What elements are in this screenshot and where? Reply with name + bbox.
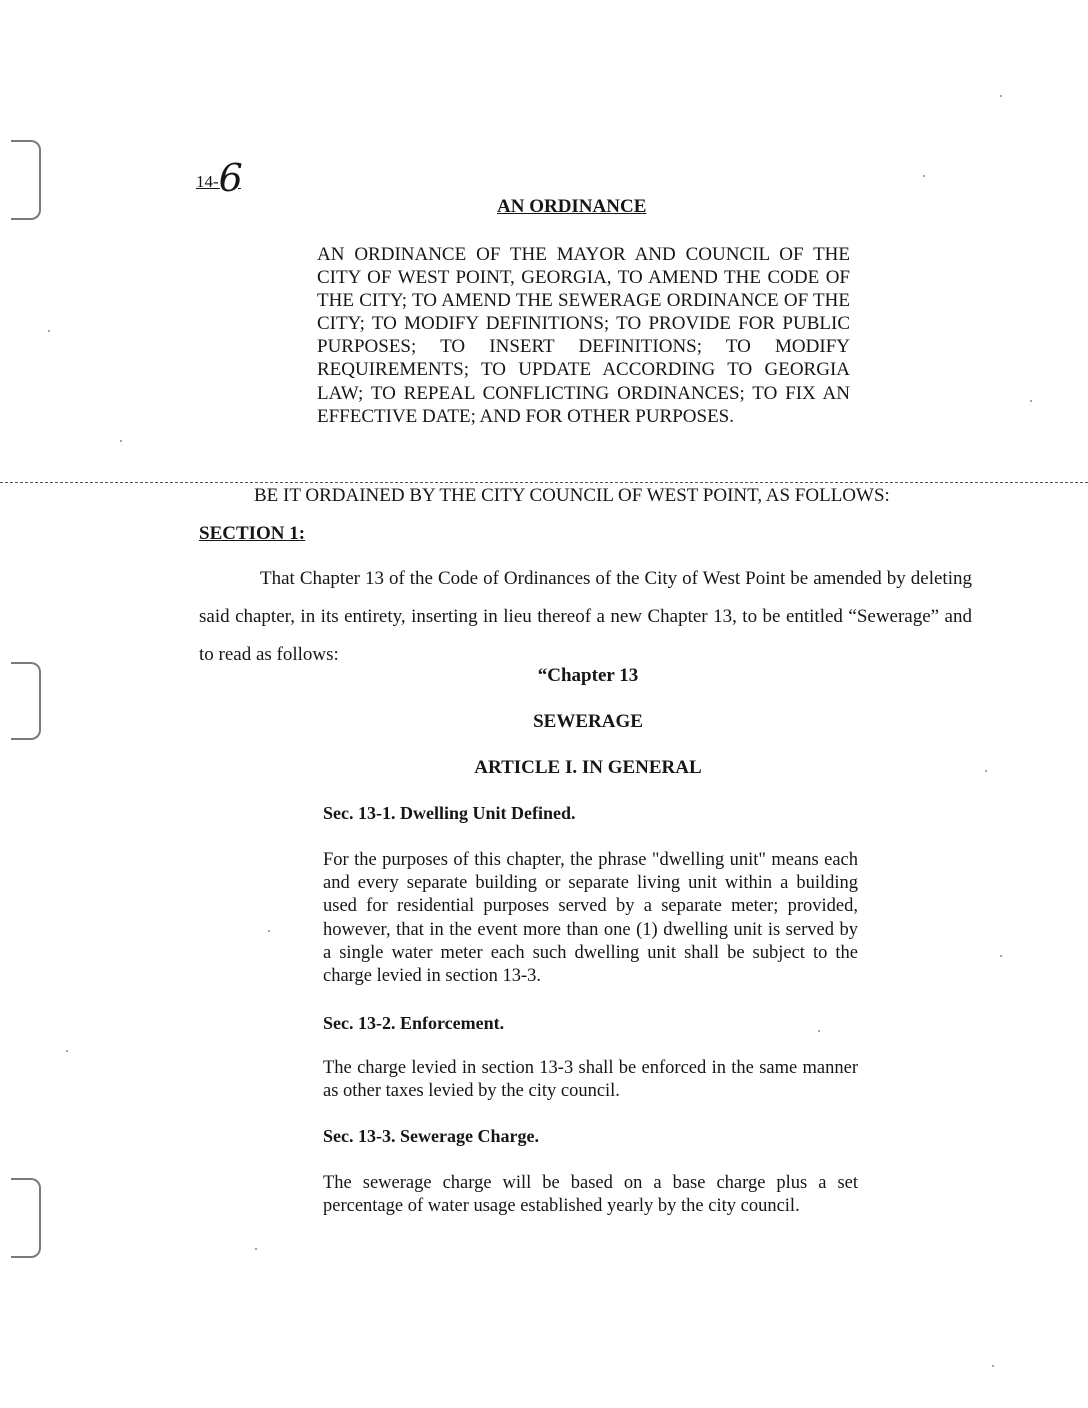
scan-speck xyxy=(1000,955,1002,957)
sec-13-1-body: For the purposes of this chapter, the phrase "dwelling unit" means each and every separate building or separate living unit within a building used for residential purposes served by a separate meter; provided, however, that in the event more than one (1) dwelling unit is served by a single water meter each such dwelling unit shall be subject to the charge levied in section 13-3. xyxy=(323,850,858,987)
sec-13-1-heading: Sec. 13-1. Dwelling Unit Defined. xyxy=(323,803,576,823)
sec-13-2-heading: Sec. 13-2. Enforcement. xyxy=(323,1013,505,1033)
scan-speck xyxy=(985,770,987,772)
chapter-label: “Chapter 13 xyxy=(537,665,639,686)
divider-line xyxy=(0,482,1088,483)
enacting-clause: BE IT ORDAINED BY THE CITY COUNCIL OF WEST POINT, AS FOLLOWS: xyxy=(254,485,890,506)
scan-speck xyxy=(48,330,50,332)
scan-speck xyxy=(255,1248,257,1250)
scan-speck xyxy=(1030,400,1032,402)
document-number-handwritten: 6 xyxy=(218,156,241,200)
scan-speck xyxy=(1000,95,1002,97)
scan-speck xyxy=(120,440,122,442)
scan-speck xyxy=(268,930,270,932)
document-number xyxy=(196,152,241,200)
section-1-heading: SECTION 1: xyxy=(199,523,306,544)
sec-13-3-body: The sewerage charge will be based on a base charge plus a set percentage of water usage established yearly by the city council. xyxy=(323,1173,858,1217)
ordinance-summary: AN ORDINANCE OF THE MAYOR AND COUNCIL OF THE CITY OF WEST POINT, GEORGIA, TO AMEND THE CODE OF THE CITY; TO AMEND THE SEWERAGE ORDINANCE OF THE CITY; TO MODIFY DEFINITIONS; TO PROVIDE FOR PUBLIC PURPOSES; TO INSERT DEFINITIONS; TO MODIFY REQUIREMENTS; TO UPDATE ACCORDING TO GEORGIA LAW; TO REPEAL CONFLICTING ORDINANCES; TO FIX AN EFFECTIVE DATE; AND FOR OTHER PURPOSES. xyxy=(317,244,850,427)
chapter-title: SEWERAGE xyxy=(533,711,643,732)
article-heading: ARTICLE I. IN GENERAL xyxy=(474,757,702,778)
scan-speck xyxy=(992,1365,994,1367)
ordinance-title: AN ORDINANCE xyxy=(497,196,647,217)
document-number-prefix: 14- xyxy=(196,172,219,191)
scan-speck xyxy=(66,1050,68,1052)
sec-13-3-heading: Sec. 13-3. Sewerage Charge. xyxy=(323,1126,539,1146)
punch-hole-bottom xyxy=(11,1178,41,1258)
section-1-body: That Chapter 13 of the Code of Ordinances of the City of West Point be amended by deleting said chapter, in its entirety, inserting in lieu thereof a new Chapter 13, to be entitled “Sewerage” and to read as follows: xyxy=(199,568,972,665)
sec-13-2-body: The charge levied in section 13-3 shall be enforced in the same manner as other taxes levied by the city council. xyxy=(323,1058,858,1102)
scan-speck xyxy=(818,1030,820,1032)
punch-hole-top xyxy=(11,140,41,220)
scan-speck xyxy=(923,175,925,177)
punch-hole-middle xyxy=(11,662,41,740)
